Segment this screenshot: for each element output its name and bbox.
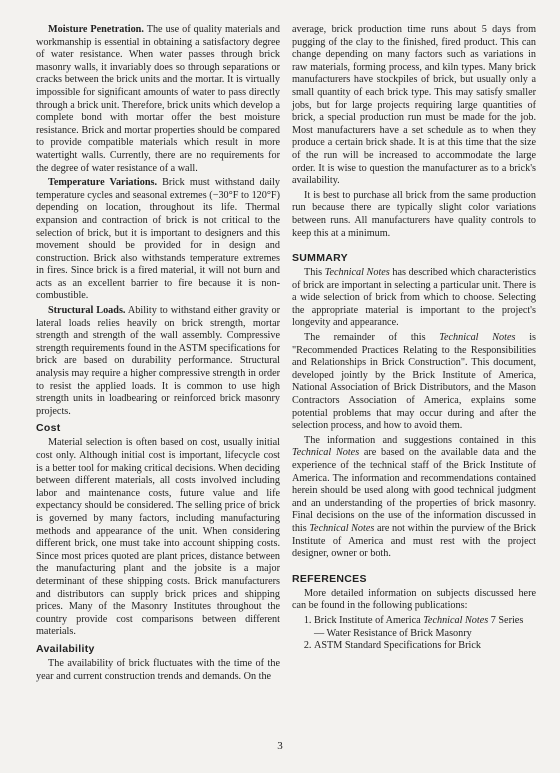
summary-p3-c: are not within the purview of the Brick Institute of America and must rest with the project designer, owner or both. [292,522,536,560]
reference-item-1 [314,615,536,640]
availability-heading: Availability [36,642,95,655]
summary-paragraph-3 [292,435,536,561]
availability-continued: average, brick production time runs about 5 days from pugging of the clay to the finished, fired product. This can change depending on many factors such as variations in raw materials, forming process, and kiln types. Many brick manufacturers have stockpiles of brick, but usually only a small quantity of each brick type. This may satisfy smaller jobs, but for large projects requiring large quantities of brick, a special production run must be made for the job. Most manufacturers have a set schedule as to when they produce a certain brick shade. It is at this time that the size of the run will be increased to accommodate the large order. It is wise to question the manufacturer as to a brick's availability. [292,24,536,187]
left-column [36,24,280,685]
summary-p3-b: are based on the available data and the experience of the technical staff of the Brick Institute of America. The information and recommendations contained herein should be used along with good technical judgment and an understanding of the properties of brick masonry. Final decisions on the use of the information discussed in this [292,447,536,534]
availability-paragraph: The availability of brick fluctuates with the time of the year and current construction trends and demands. On the [36,657,280,682]
references-intro: More detailed information on subjects discussed here can be found in the following publications: [292,587,536,612]
summary-p2-a: The remainder of this [304,332,440,344]
references-list [292,615,536,653]
cost-paragraph: Material selection is often based on cost, usually initial cost only. Although initial cost is important, lifecycle cost is a better tool for making critical decisions. When deciding between different materials, all costs involved including labor and maintenance costs, future value and life expectancy should be considered. The selling price of brick is governed by many factors, including manufacturing methods and appearance of the unit. When considering different brick, one must take into account shipping costs. Since most prices quoted are plant prices, distance between the manufacturing plant and the jobsite is a major determinant of these shipping costs. Brick manufacturers and distributors can supply brick prices and shipping prices. Many of the Masonry Institutes throughout the country provide cost comparisons between different materials. [36,437,280,638]
reference-item-2: 2. ASTM Standard Specifications for Brick [314,640,536,653]
structural-lead: Structural Loads. [48,305,126,317]
summary-p1-a: This [304,267,325,279]
summary-p3-a: The information and suggestions contained in this [304,434,536,446]
references-heading: REFERENCES [292,572,367,585]
summary-p3-em: Technical Notes [292,447,360,459]
ref1-b: 7 Series — Water Resistance of Brick Masonry [314,614,524,639]
summary-p2-em: Technical Notes [439,332,516,344]
temperature-text: Brick must withstand daily temperature cycles and seasonal extremes (−30°F to 120°F) depending on location, throughout its life. Thermal expansion and contraction of brick is not critical to the selection of brick, but it is important to designers and this movement should be provided for in design and construction. Brick also withstands temperature extremes in fires. Since brick is a fired material, it will not burn and acts as an excellent barrier to fire because it is non-combustible. [36,177,280,302]
moisture-lead: Moisture Penetration. [48,24,144,35]
summary-heading: SUMMARY [292,252,348,265]
summary-paragraph-2 [292,332,536,433]
page-number: 3 [277,740,283,752]
temperature-paragraph [36,177,280,303]
summary-p2-b: is "Recommended Practices Relating to the Responsibilities and Relationships in Brick Construction". This document, developed jointly by the Brick Institute of America, National Association of Brick Distributors, and the Mason Contractors Association of America, explains some potential problems that may occur during and after the selection process, and how to avoid them. [292,332,536,432]
ref1-em: Technical Notes [423,614,489,626]
summary-p1-b: has described which characteristics of brick are important in selecting a particular unit. There is a wide selection of brick from which to choose. Selecting the appropriate material is important to the project's longevity and appearance. [292,267,536,329]
moisture-paragraph [36,24,280,175]
moisture-text: The use of quality materials and workmanship is essential in obtaining a satisfactory degree of water resistance. When water passes through brick masonry walls, it invariably does so through separations or cracks between the brick units and the mortar. It is virtually impossible for significant amounts of water to pass directly through a brick unit. Therefore, brick units which develop a complete bond with mortar offer the best moisture resistance. Brick and mortar properties should be compared to provide compatible materials which result in more watertight walls. Currently, there are no requirements for the degree of water resistance of a wall. [36,24,280,174]
ref1-a: Brick Institute of America [314,614,424,626]
cost-heading: Cost [36,422,61,435]
summary-p3-em2: Technical Notes [309,522,375,534]
summary-p1-em: Technical Notes [324,267,390,279]
availability-paragraph-2: It is best to purchase all brick from the same production run because there are typically slight color variations between runs. All manufacturers have quality controls to keep this at a minimum. [292,189,536,239]
temperature-lead: Temperature Variations. [48,177,157,189]
right-column [292,24,536,653]
summary-paragraph-1 [292,267,536,330]
structural-text: Ability to withstand either gravity or lateral loads relies heavily on brick strength, mortar strength and strength of the wall assembly. Compressive strength requirements found in the ASTM specifications for brick are based on durability performance. Structural analysis may require a higher compressive strength in order to resist the applied loads. It is common to use high strength units in loadbearing or reinforced brick masonry projects. [36,305,280,417]
structural-paragraph [36,305,280,418]
